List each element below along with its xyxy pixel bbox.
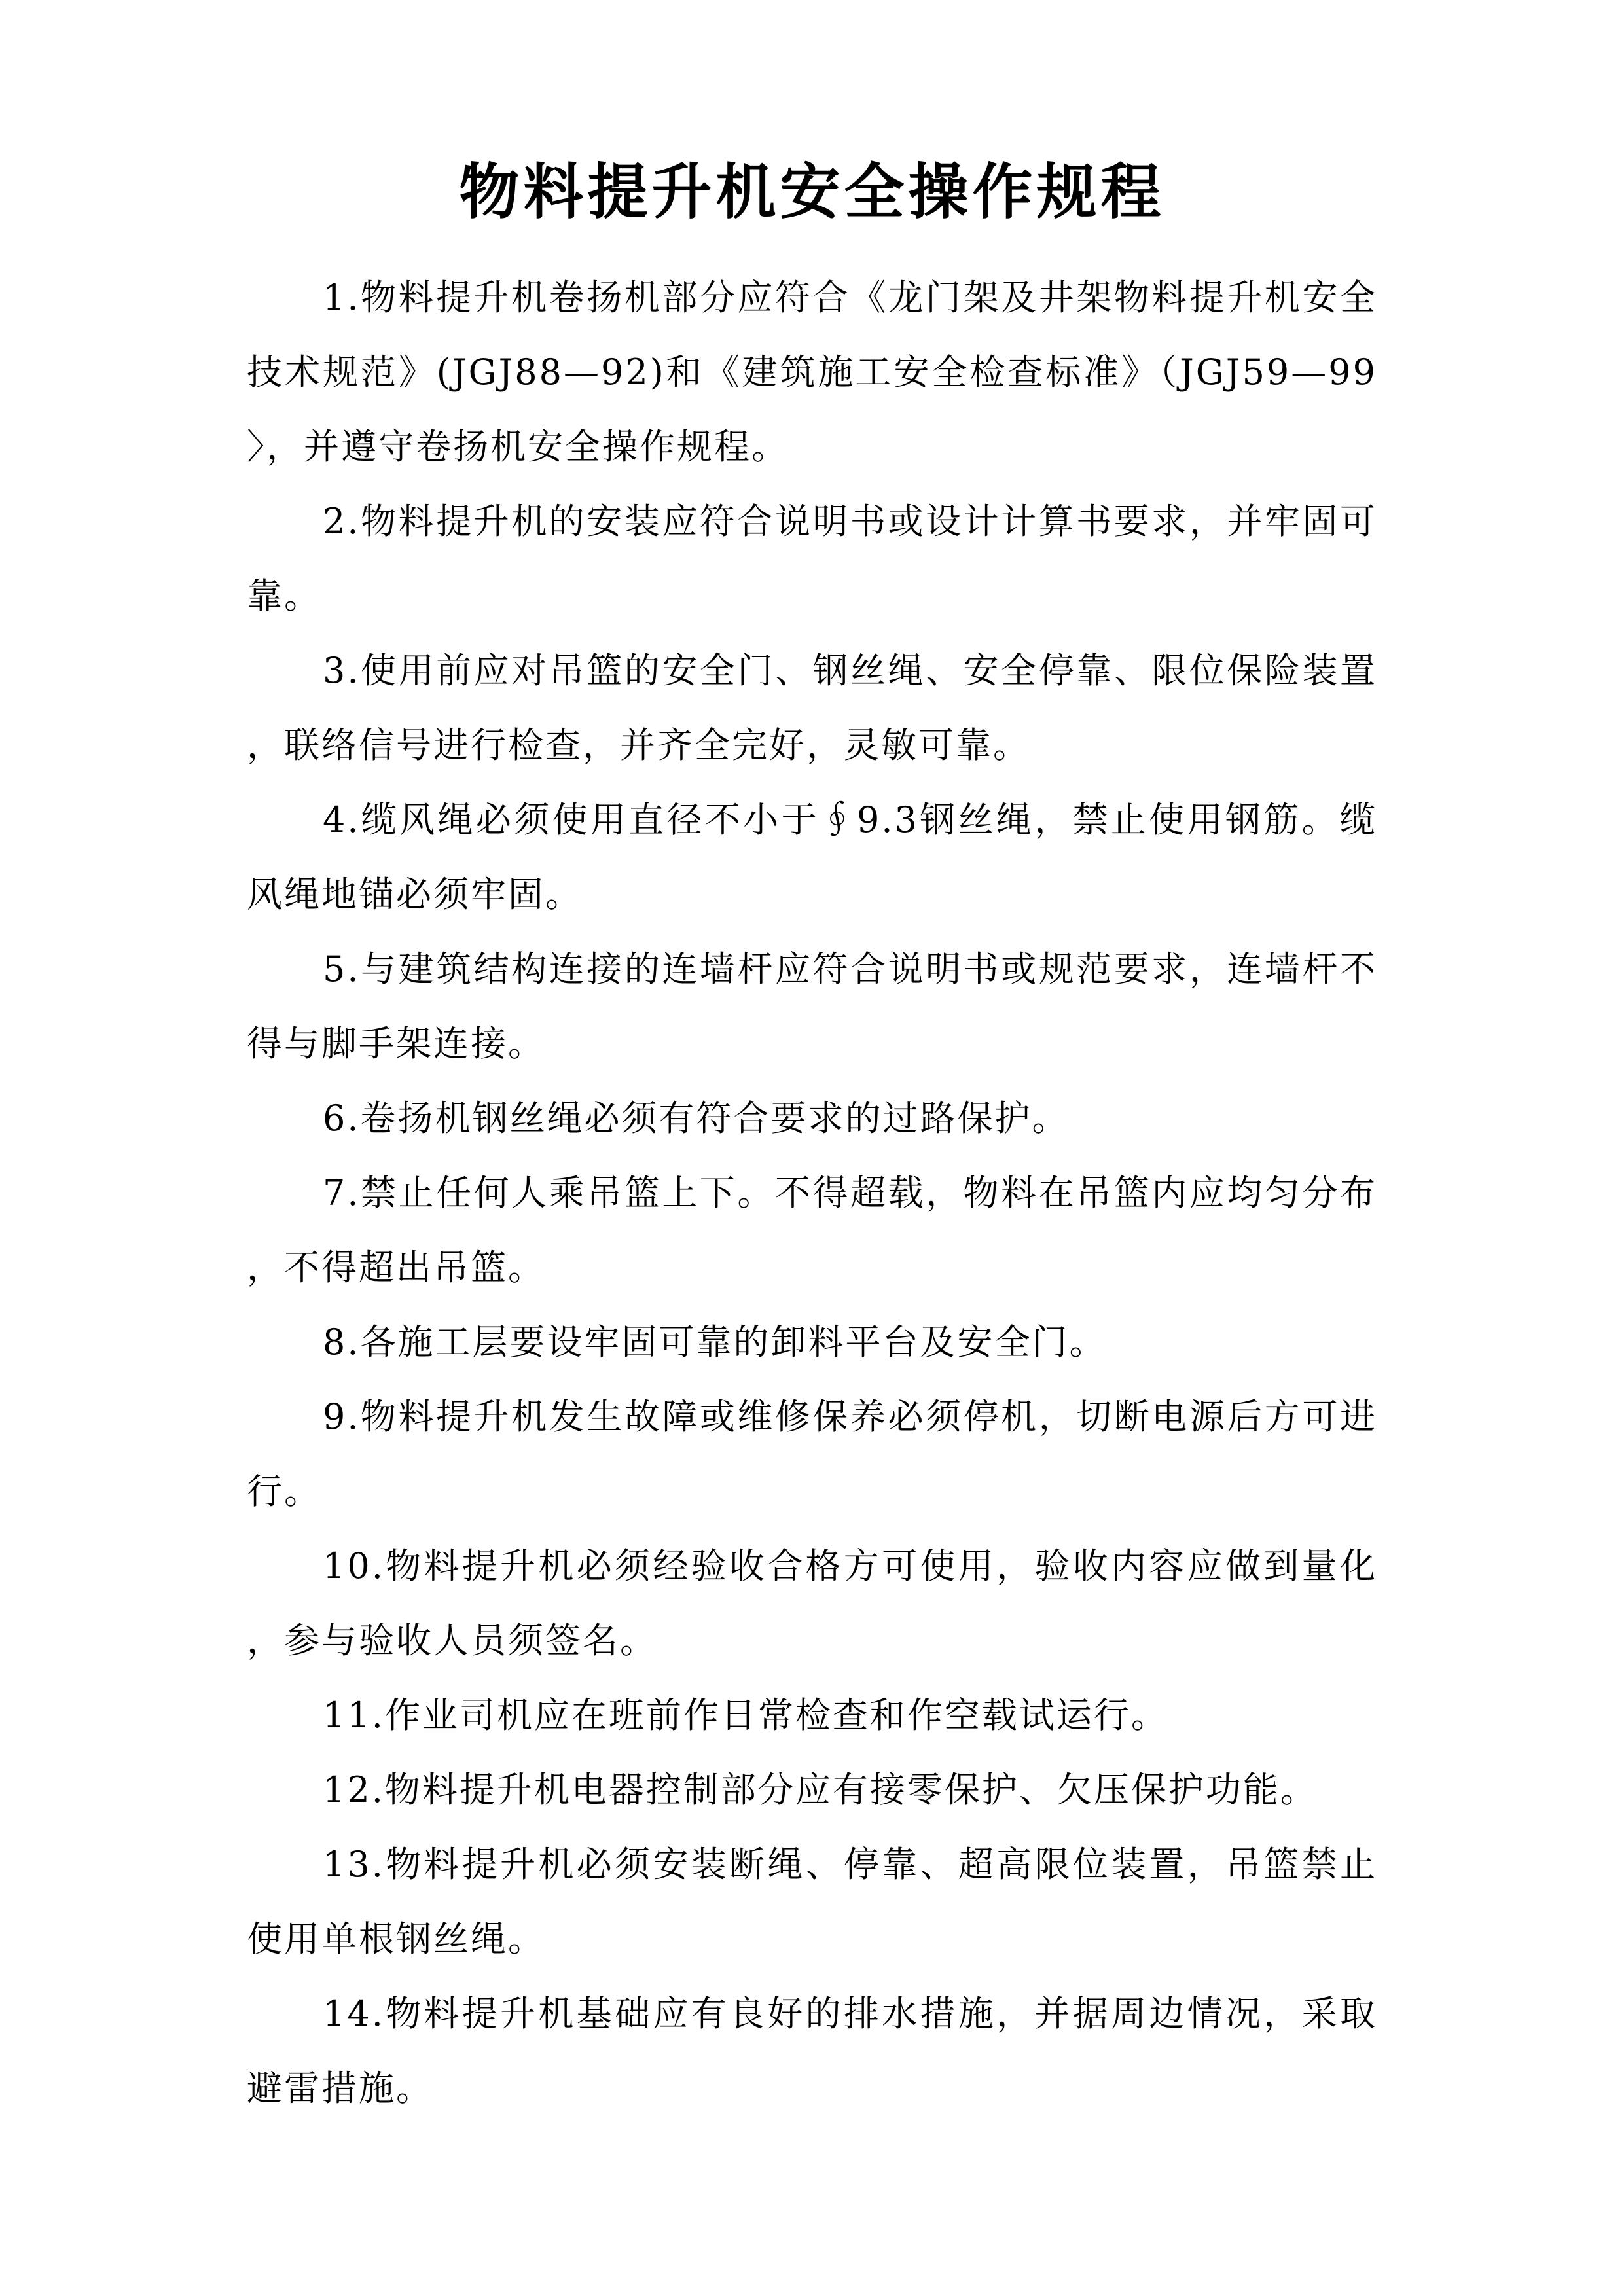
- paragraph-14: 14.物料提升机基础应有良好的排水措施，并据周边情况，采取避雷措施。: [247, 1993, 1377, 2109]
- paragraph-9: 9.物料提升机发生故障或维修保养必须停机，切断电源后方可进行。: [247, 1396, 1377, 1512]
- paragraph-8: 8.各施工层要设牢固可靠的卸料平台及安全门。: [323, 1321, 1107, 1363]
- paragraph-3: 3.使用前应对吊篮的安全门、钢丝绳、安全停靠、限位保险装置，联络信号进行检查，并齐全完好，灵敏可靠。: [247, 650, 1377, 766]
- paragraph-6: 6.卷扬机钢丝绳必须有符合要求的过路保护。: [323, 1098, 1070, 1139]
- paragraph-13: 13.物料提升机必须安装断绳、停靠、超高限位装置，吊篮禁止使用单根钢丝绳。: [247, 1844, 1377, 1960]
- paragraph-2: 2.物料提升机的安装应符合说明书或设计计算书要求，并牢固可靠。: [247, 501, 1377, 617]
- paragraph-12: 12.物料提升机电器控制部分应有接零保护、欠压保护功能。: [323, 1769, 1318, 1810]
- document-body: [247, 260, 1377, 2126]
- paragraph-10: 10.物料提升机必须经验收合格方可使用，验收内容应做到量化，参与验收人员须签名。: [247, 1545, 1377, 1661]
- paragraph-11: 11.作业司机应在班前作日常检查和作空载试运行。: [323, 1695, 1168, 1736]
- paragraph-5: 5.与建筑结构连接的连墙杆应符合说明书或规范要求，连墙杆不得与脚手架连接。: [247, 948, 1377, 1064]
- paragraph-1: 1.物料提升机卷扬机部分应符合《龙门架及井架物料提升机安全技术规范》(JGJ88—92)和《建筑施工安全检查标准》（JGJ59—99〉，并遵守卷扬机安全操作规程。: [247, 277, 1377, 467]
- document-title: 物料提升机安全操作规程: [459, 156, 1165, 227]
- paragraph-4: 4.缆风绳必须使用直径不小于∮9.3钢丝绳，禁止使用钢筋。缆风绳地锚必须牢固。: [247, 799, 1377, 915]
- paragraph-7: 7.禁止任何人乘吊篮上下。不得超载，物料在吊篮内应均匀分布，不得超出吊篮。: [247, 1172, 1377, 1288]
